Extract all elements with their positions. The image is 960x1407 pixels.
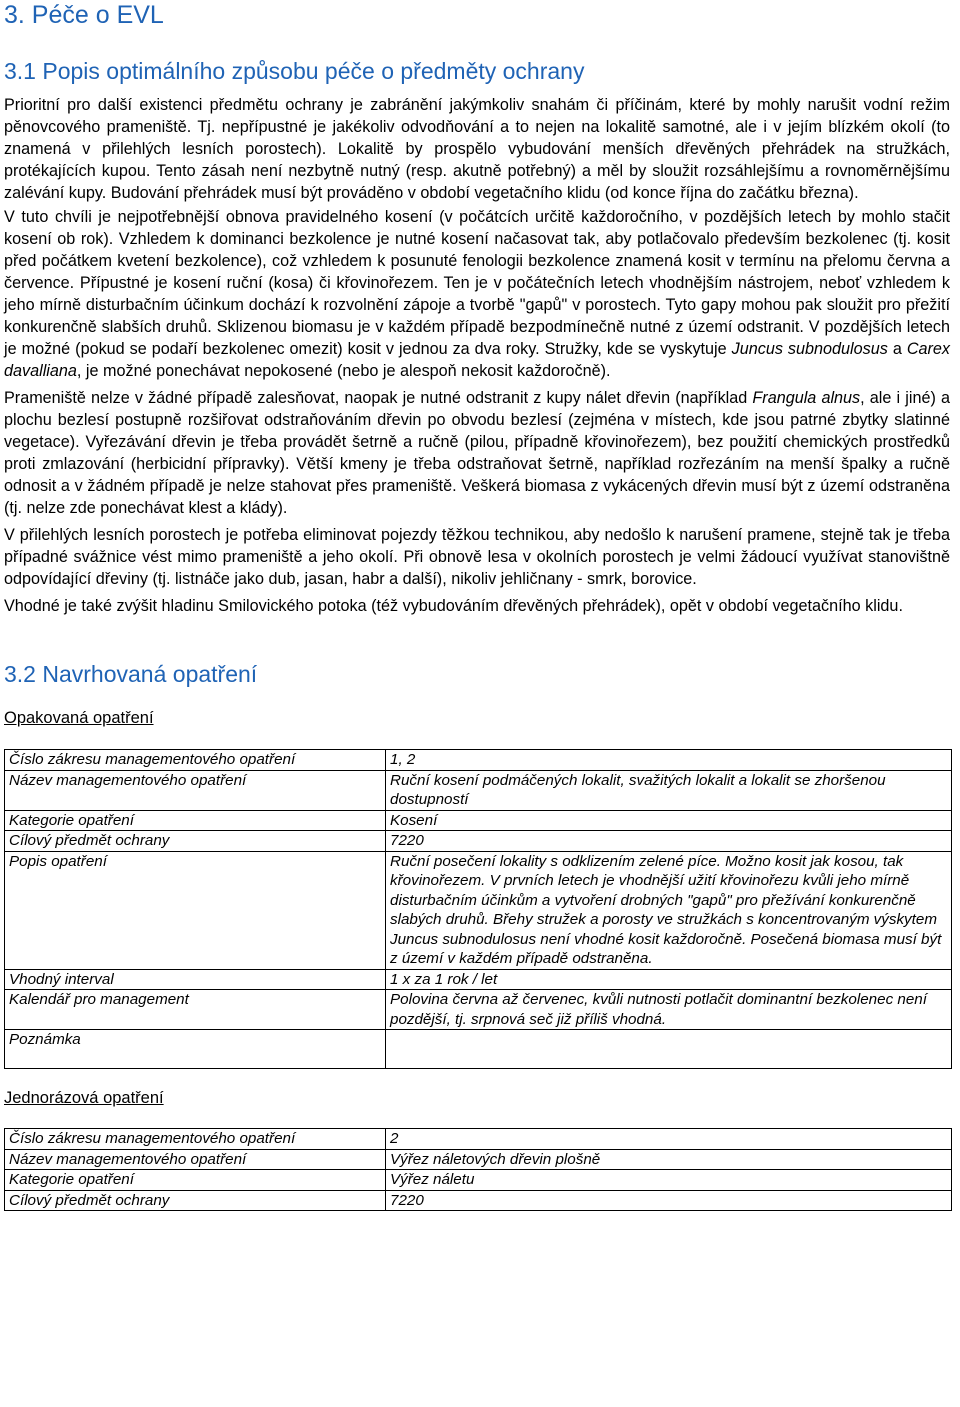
row-label: Název managementového opatření [5, 770, 386, 810]
table-row [5, 1149, 952, 1170]
row-label: Kategorie opatření [5, 810, 386, 831]
paragraph-4 [4, 524, 950, 590]
table-row [5, 831, 952, 852]
row-label: Číslo zákresu managementového opatření [5, 1129, 386, 1150]
section-3-1-body [4, 94, 950, 617]
table-row [5, 1170, 952, 1191]
row-value: Výřez náletu [386, 1170, 952, 1191]
row-value: 7220 [386, 831, 952, 852]
species-name: Frangula alnus [752, 389, 861, 407]
row-value [386, 1030, 952, 1069]
paragraph-3 [4, 387, 950, 519]
row-value: Kosení [386, 810, 952, 831]
table-row [5, 810, 952, 831]
species-name: Juncus subnodulosus [731, 340, 888, 358]
species-name: Carex davalliana [4, 340, 951, 380]
paragraph-2 [4, 206, 950, 382]
table-row [5, 969, 952, 990]
paragraph-1 [4, 94, 950, 204]
row-value: 1, 2 [386, 750, 952, 771]
paragraph-text: , ale i jiné) a plochu bezlesí postupně rozšiřovat odstraňováním dřevin po obvodu bezlesí (zejména v místech, kde jsou patrné zbytky slatinné vegetace). Vyřezávání dřevin je třeba provádět šetrně a ručně (pilou, případně křovinořezem), bez použití chemických prostředků proti zmlazování (herbicidní přípravky). Větší kmeny je třeba odstraňovat šetrně, například rozřezáním na menší špalky a ručně odnosit a v žádném případě je nelze stahovat přes prameniště. Veškerá biomasa z vykácených dřevin musí být z území odstraněna (tj. nelze zde ponechávat klest a klády). [4, 389, 951, 517]
row-label: Cílový předmět ochrany [5, 1190, 386, 1211]
table-row [5, 851, 952, 969]
row-label: Poznámka [5, 1030, 386, 1069]
row-value: Výřez náletových dřevin plošně [386, 1149, 952, 1170]
table-row [5, 1129, 952, 1150]
row-label: Kalendář pro management [5, 990, 386, 1030]
table-row [5, 770, 952, 810]
table-row [5, 990, 952, 1030]
row-label: Vhodný interval [5, 969, 386, 990]
paragraph-5 [4, 595, 950, 617]
paragraph-text: Prioritní pro další existenci předmětu ochrany je zabránění jakýmkoliv snahám či příčinám, které by mohly narušit vodní režim pěnovcového prameniště. Tj. nepřípustné je jakékoliv odvodňování a to nejen na lokalitě samotné, ale i v jejím blízkém okolí (to znamená v přilehlých lesních porostech). Lokalitě by prospělo vybudování menších dřevěných přehrádek na stružkách, protékajících kupou. Tento zásah není nezbytně nutný (resp. akutně potřebný) a měl by sloužit rozsáhlejšímu a rovnoměrnějšímu zalévání kupy. Budování přehrádek musí být prováděno v období vegetačního klidu (od konce října do začátku března). [4, 96, 950, 202]
table-row [5, 750, 952, 771]
paragraph-text: , je možné ponechávat nepokosené (nebo je alespoň nekosit každoročně). [76, 362, 611, 380]
row-value: 2 [386, 1129, 952, 1150]
paragraph-text: a [887, 340, 907, 358]
document-page [4, 0, 950, 1211]
row-value: Polovina června až červenec, kvůli nutnosti potlačit dominantní bezkolenec není pozdější, tj. srpnová seč již příliš vhodná. [386, 990, 952, 1030]
paragraph-text: Prameniště nelze v žádné případě zalesňovat, naopak je nutné odstranit z kupy nálet dřevin (například [4, 389, 753, 407]
paragraph-text: V přilehlých lesních porostech je potřeba eliminovat pojezdy těžkou technikou, aby nedošlo k narušení pramene, stejně tak je třeba případné svážnice vést mimo prameniště a jeho okolí. Při obnově lesa v okolních porostech je velmi žádoucí využívat stanovištně odpovídající dřeviny (tj. listnáče jako dub, jasan, habr a další), nikoliv jehličnany - smrk, borovice. [4, 526, 950, 588]
row-value: 7220 [386, 1190, 952, 1211]
paragraph-text: Vhodné je také zvýšit hladinu Smilovického potoka (též vybudováním dřevěných přehrádek), opět v období vegetačního klidu. [4, 597, 903, 615]
repeated-measures-table [4, 749, 952, 1069]
row-label: Popis opatření [5, 851, 386, 969]
single-measures-heading: Jednorázová opatření [4, 1089, 164, 1107]
repeated-measures-heading: Opakovaná opatření [4, 709, 154, 727]
section-3-2-heading: 3.2 Navrhovaná opatření [4, 661, 258, 687]
table-row [5, 1190, 952, 1211]
single-measures-table [4, 1128, 952, 1211]
table-row [5, 1030, 952, 1069]
row-label: Cílový předmět ochrany [5, 831, 386, 852]
main-heading: 3. Péče o EVL [4, 1, 164, 29]
row-label: Název managementového opatření [5, 1149, 386, 1170]
section-3-1-heading: 3.1 Popis optimálního způsobu péče o předměty ochrany [4, 58, 585, 84]
row-label: Číslo zákresu managementového opatření [5, 750, 386, 771]
row-value: 1 x za 1 rok / let [386, 969, 952, 990]
row-label: Kategorie opatření [5, 1170, 386, 1191]
row-value: Ruční kosení podmáčených lokalit, svažitých lokalit a lokalit se zhoršenou dostupností [386, 770, 952, 810]
paragraph-text: V tuto chvíli je nejpotřebnější obnova pravidelného kosení (v počátcích určitě každoročního, v pozdějších letech by mohlo stačit kosení ob rok). Vzhledem k dominanci bezkolence je nutné kosení načasovat tak, aby potlačovalo především bezkolenec (tj. kosit před počátkem kvetení bezkolence), což vzhledem k posunuté fenologii bezkolence znamená kosit v termínu na přelomu června a července. Přípustné je kosení ruční (kosa) či křovinořezem. Ten je v počátečních letech vhodnějším nástrojem, neboť vzhledem k jeho mírně disturbačním účinkum dochází k rozvolnění zápoje a tvorbě "gapů" v porostech. Tyto gapy mohou pak sloužit pro přežití konkurenčně slabších druhů. Sklizenou biomasu je v každém případě bezpodmínečně nutné z území odstranit. V pozdějších letech je možné (pokud se podaří bezkolenec omezit) kosit v jednou za dva roky. Stružky, kde se vyskytuje [4, 208, 950, 358]
row-value: Ruční posečení lokality s odklizením zelené píce. Možno kosit jak kosou, tak křovinořezem. V prvních letech je vhodnější užití křovinořezu kvůli jeho mírně disturbačním účinkům a vytvoření drobných "gapů" pro přežívání konkurenčně slabých druhů. Břehy stružek a porosty ve stružkách s koncentrovaným výskytem Juncus subnodulosus není vhodné kosit každoročně. Posečená biomasa musí být z území v každém případě odstraněna. [386, 851, 952, 969]
